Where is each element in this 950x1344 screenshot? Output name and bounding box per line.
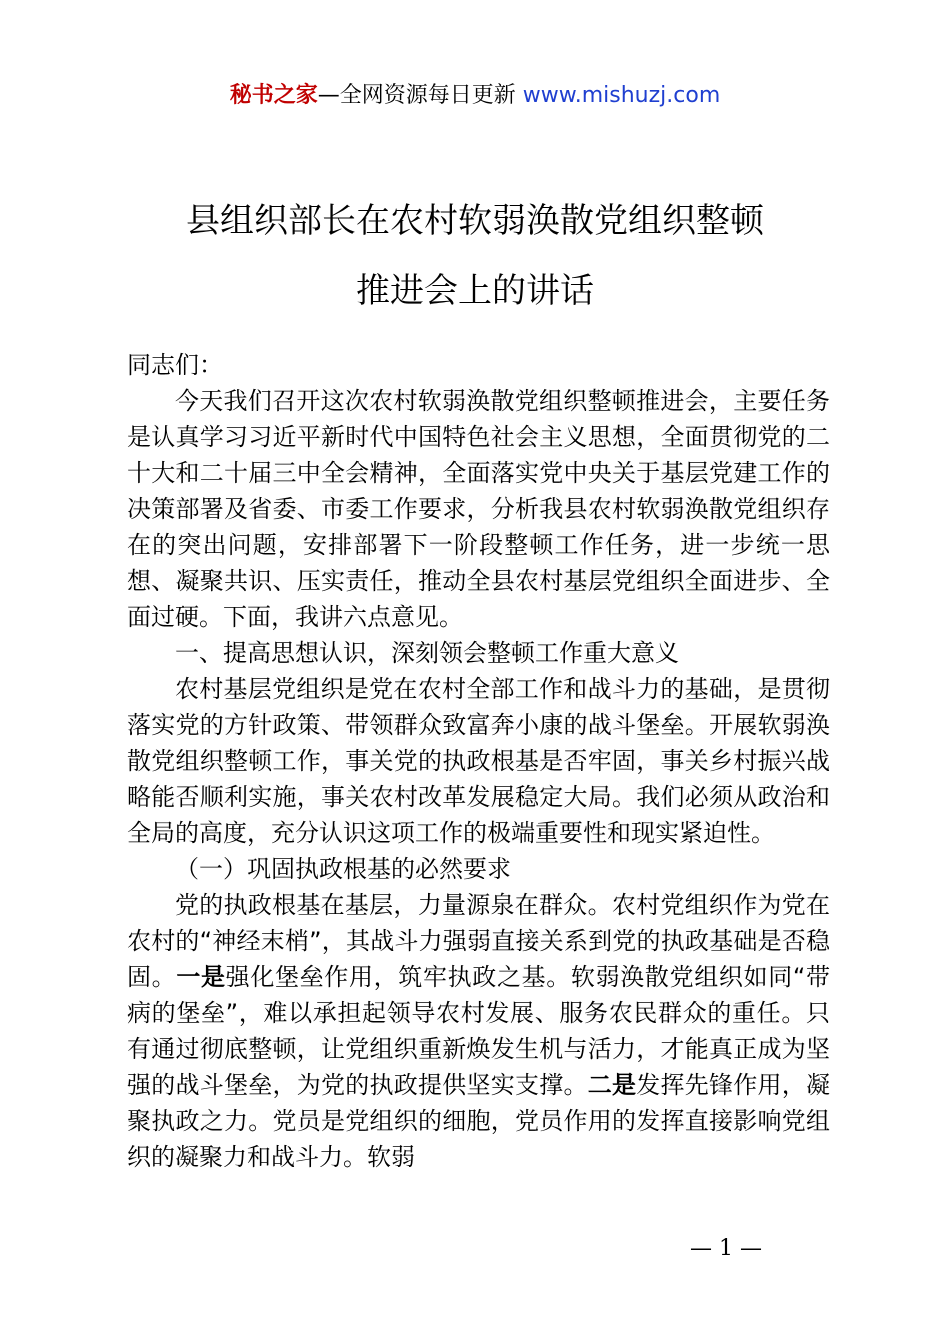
site-url-link[interactable]: www.mishuzj.com bbox=[522, 83, 721, 108]
site-header bbox=[0, 80, 950, 112]
page-number: — 1 — bbox=[690, 1236, 762, 1261]
document-title bbox=[0, 186, 950, 326]
title-line-1: 县组织部长在农村软弱涣散党组织整顿 bbox=[186, 201, 764, 241]
section-1-paragraph: 农村基层党组织是党在农村全部工作和战斗力的基础，是贯彻落实党的方针政策、带领群众致富奔小康的战斗堡垒。开展软弱涣散党组织整顿工作，事关党的执政根基是否牢固，事关乡村振兴战略能否顺利实施，事关农村改革发展稳定大局。我们必须从政治和全局的高度，充分认识这项工作的极端重要性和现实紧迫性。 bbox=[127, 675, 830, 847]
site-brand: 秘书之家 bbox=[229, 83, 318, 108]
subsection-1-text-c: 发挥先锋作用，凝聚执政之力。党员是党组织的细胞，党员作用的发挥直接影响党组织的凝聚力和战斗力。软弱 bbox=[127, 1071, 830, 1171]
subsection-1-heading: （一）巩固执政根基的必然要求 bbox=[175, 855, 511, 883]
section-1-heading: 一、提高思想认识，深刻领会整顿工作重大意义 bbox=[175, 639, 679, 667]
subsection-1-paragraph bbox=[127, 887, 830, 1175]
subsection-1-text-b: 强化堡垒作用，筑牢执政之基。软弱涣散党组织如同“带病的堡垒”，难以承担起领导农村发展、服务农民群众的重任。只有通过彻底整顿，让党组织重新焕发生机与活力，才能真正成为坚强的战斗堡垒，为党的执政提供坚实支撑。 bbox=[127, 963, 830, 1099]
salutation: 同志们： bbox=[127, 351, 223, 379]
site-tagline: —全网资源每日更新 bbox=[317, 83, 516, 108]
intro-paragraph: 今天我们召开这次农村软弱涣散党组织整顿推进会，主要任务是认真学习习近平新时代中国特色社会主义思想，全面贯彻党的二十大和二十届三中全会精神，全面落实党中央关于基层党建工作的决策部署及省委、市委工作要求，分析我县农村软弱涣散党组织存在的突出问题，安排部署下一阶段整顿工作任务，进一步统一思想、凝聚共识、压实责任，推动全县农村基层党组织全面进步、全面过硬。下面，我讲六点意见。 bbox=[127, 387, 830, 631]
title-line-2: 推进会上的讲话 bbox=[356, 271, 594, 311]
point-two-marker: 二是 bbox=[587, 1071, 637, 1099]
document-body bbox=[127, 347, 830, 1175]
subsection-1-text-a: 党的执政根基在基层，力量源泉在群众。农村党组织作为党在农村的“神经末梢”，其战斗力强弱直接关系到党的执政基础是否稳固。 bbox=[127, 891, 830, 991]
point-one-marker: 一是 bbox=[176, 963, 226, 991]
